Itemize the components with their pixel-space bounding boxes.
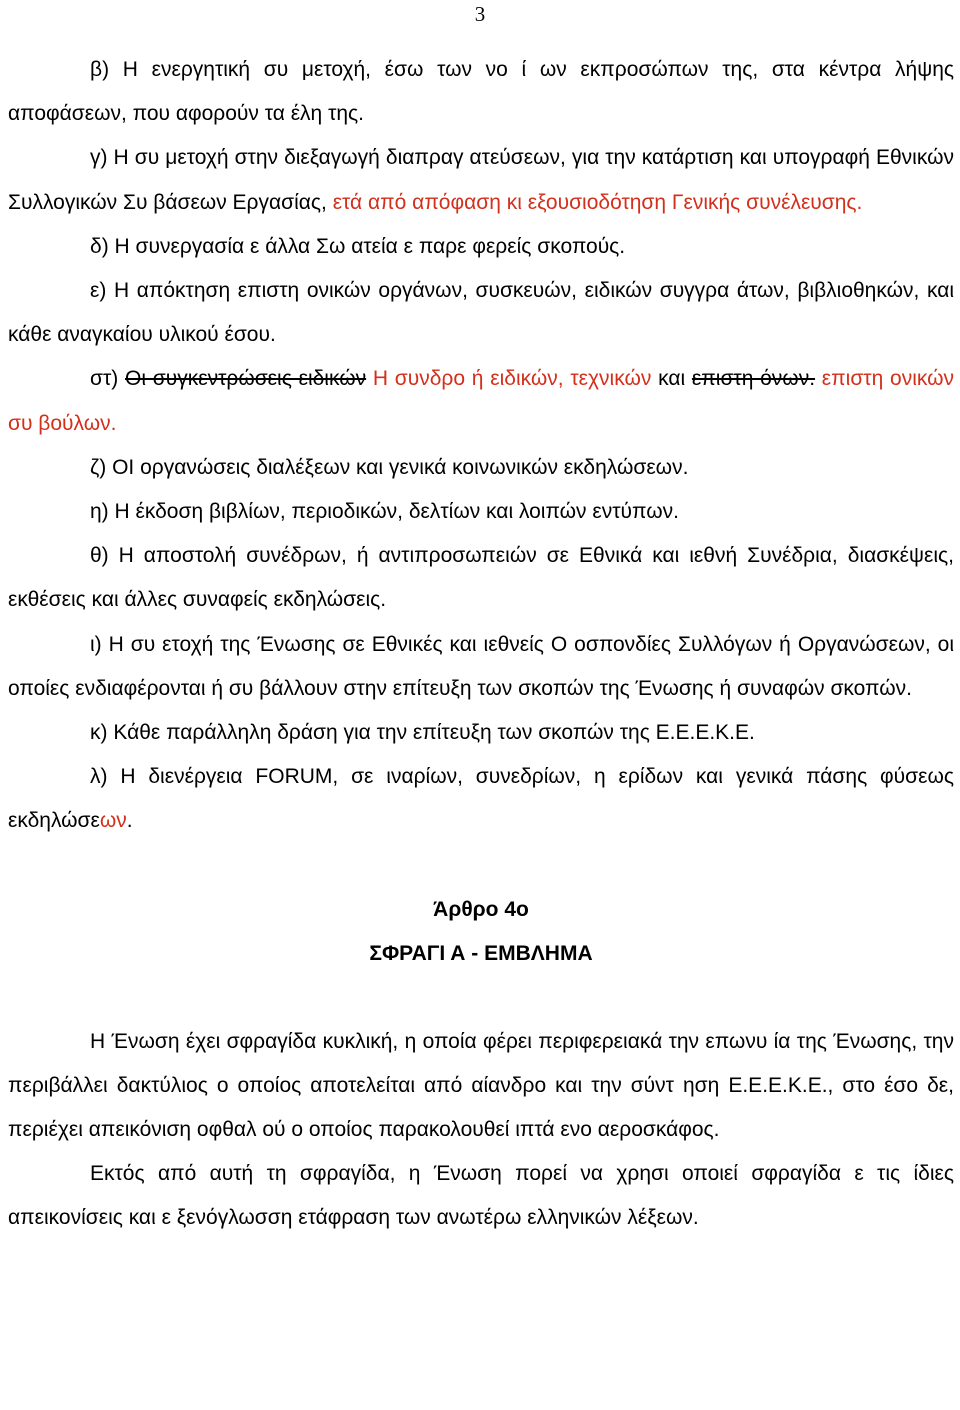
item-c-text: γ) Η συ μετοχή στην διεξαγωγή διαπραγ ατεύσεων, για την κατάρτιση και υπογραφή Εθνικών Συλλογικών Συ βάσεων Εργασίας,	[8, 146, 954, 214]
item-e: ε) Η απόκτηση επιστη ονικών οργάνων, συσκευών, ειδικών συγγρα άτων, βιβλιοθηκών, και κάθε αναγκαίου υλικού έσου.	[8, 279, 954, 347]
item-l-added-text: ων	[99, 809, 127, 833]
item-z: ζ) ΟΙ οργανώσεις διαλέξεων και γενικά κοινωνικών εκδηλώσεων.	[90, 455, 689, 479]
item-st-added-text-2: επιστη ονικών συ βούλων.	[8, 367, 954, 435]
item-st-deleted-text-2: επιστη όνων.	[691, 367, 816, 391]
item-st-prefix: στ)	[90, 367, 126, 391]
item-l-end: .	[126, 809, 133, 833]
item-c	[8, 136, 954, 224]
item-b: β) Η ενεργητική συ μετοχή, έσω των νο ί ων εκπροσώπων της, στα κέντρα λήψης αποφάσεων, που αφορούν τα έλη της.	[8, 58, 954, 126]
item-th: θ) Η αποστολή συνέδρων, ή αντιπροσωπειών σε Εθνικά και ιεθνή Συνέδρια, διασκέψεις, εκθέσεις και άλλες συναφείς εκδηλώσεις.	[8, 544, 954, 612]
article-paragraph-1: Η Ένωση έχει σφραγίδα κυκλική, η οποία φέρει περιφερειακά την επωνυ ία της Ένωσης, την περιβάλλει δακτύλιος ο οποίος αποτελείται από αίανδρο και την σύντ ηση Ε.Ε.Ε.Κ.Ε., στο έσο δε, περιέχει απεικόνιση οφθαλ ού ο οποίος παρακολουθεί ιπτά ενο αεροσκάφος.	[8, 1029, 954, 1142]
article-number: Άρθρο 4ο	[433, 897, 529, 921]
item-d: δ) Η συνεργασία ε άλλα Σω ατεία ε παρε φερείς σκοπούς.	[90, 234, 626, 258]
item-h: η) Η έκδοση βιβλίων, περιοδικών, δελτίων και λοιπών εντύπων.	[90, 500, 679, 524]
document-body	[8, 48, 954, 1241]
article-paragraph-2: Εκτός από αυτή τη σφραγίδα, η Ένωση πορεί να χρησι οποιεί σφραγίδα ε τις ίδιες απεικονίσεις και ε ξενόγλωσση ετάφραση των ανωτέρω ελληνικών λέξεων.	[8, 1162, 954, 1230]
article-title: ΣΦΡΑΓΙ Α - ΕΜΒΛΗΜΑ	[369, 941, 593, 965]
item-st	[8, 357, 954, 445]
item-st-mid: και	[651, 367, 692, 391]
item-l	[8, 755, 954, 843]
item-l-text: λ) Η διενέργεια FORUM, σε ιναρίων, συνεδρίων, η ερίδων και γενικά πάσης φύσεως εκδηλώσε	[8, 765, 954, 833]
item-k: κ) Κάθε παράλληλη δράση για την επίτευξη των σκοπών της Ε.Ε.Ε.Κ.Ε.	[90, 721, 755, 745]
item-st-deleted-text: Οι συγκεντρώσεις ειδικών	[125, 367, 367, 391]
spacer	[8, 844, 954, 888]
item-st-added-text: Η συνδρο ή ειδικών, τεχνικών	[366, 367, 652, 391]
item-c-added-text: ετά από απόφαση κι εξουσιοδότηση Γενικής συνέλευσης.	[326, 190, 863, 214]
spacer	[8, 976, 954, 1020]
item-i: ι) Η συ ετοχή της Ένωσης σε Εθνικές και ιεθνείς Ο οσπονδίες Συλλόγων ή Οργανώσεων, οι οποίες ενδιαφέρονται ή συ βάλλουν στην επίτευξη των σκοπών της Ένωσης ή συναφών σκοπών.	[8, 632, 954, 700]
page-number: 3	[474, 2, 486, 26]
